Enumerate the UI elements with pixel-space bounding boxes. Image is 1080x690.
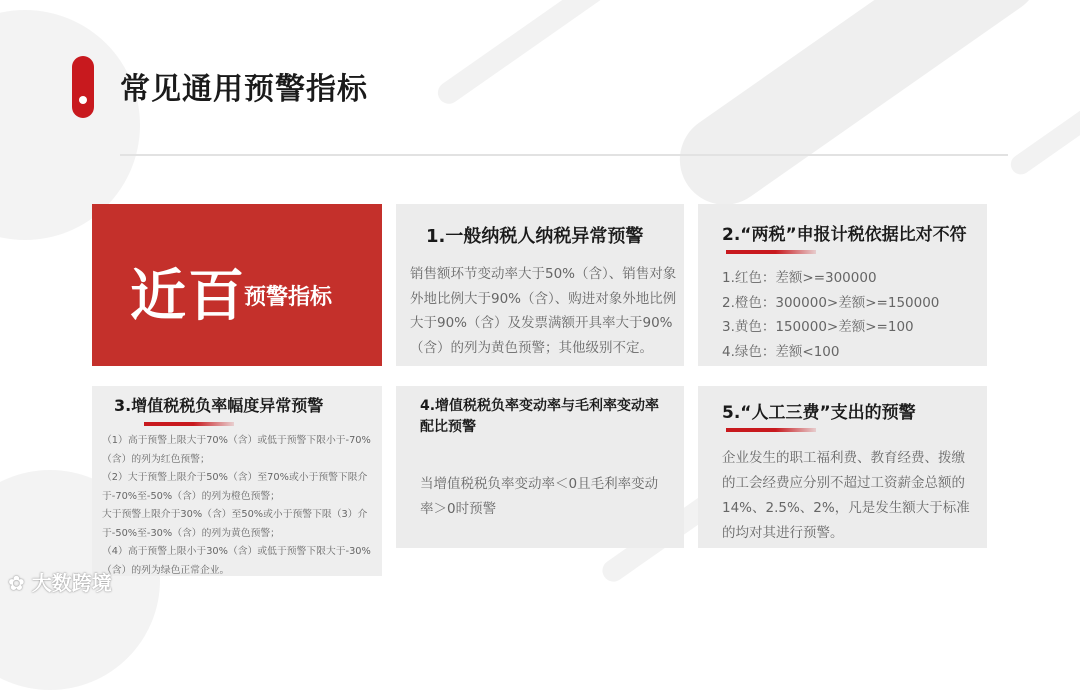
feature-panel — [92, 204, 382, 366]
card-vat-gross-margin — [396, 386, 684, 548]
list-item: 3.黄色：150000>差额>=100 — [722, 319, 914, 335]
card-heading: 4.增值税税负率变动率与毛利率变动率配比预警 — [420, 398, 660, 435]
card-body: （1）高于预警上限大于70%（含）或低于预警下限小于-70%（含）的列为红色预警； （2）大于预警上限介于50%（含）至70%或小于预警下限介于-70%至-50%（含）的列为橙色预警； 大于预警上限介于30%（含）至50%或小于预警下限（3）介于-50%至-30%（含）的列为黄色预警； （4）高于预警上限小于30%（含）或低于预警下限大于-30%（含）的列为绿色正常企业。 — [102, 435, 371, 576]
card-body — [722, 266, 939, 364]
list-item: 4.绿色：差额<100 — [722, 343, 840, 360]
heading-accent-bar — [726, 250, 816, 254]
title-marker-icon — [72, 56, 94, 118]
card-labor-costs — [698, 386, 987, 548]
card-vat-burden — [92, 386, 382, 576]
list-item: 2.橙色：300000>差额>=150000 — [722, 294, 940, 311]
card-body: 当增值税税负率变动率＜0且毛利率变动率＞0时预警 — [420, 476, 659, 517]
feature-small-text: 预警指标 — [244, 285, 333, 310]
watermark — [8, 567, 112, 596]
card-two-tax-mismatch — [698, 204, 987, 366]
card-heading: 1.一般纳税人纳税异常预警 — [426, 226, 644, 247]
heading-accent-bar — [726, 428, 816, 432]
feature-big-text: 近百 — [130, 264, 246, 329]
decor-pill-small — [434, 0, 627, 108]
watermark-logo-icon: ✿ — [8, 571, 32, 595]
decor-pill-large — [662, 0, 1058, 222]
card-body: 销售额环节变动率大于50%（含）、销售对象外地比例大于90%（含）、购进对象外地比例大于90%（含）及发票满额开具率大于90%（含）的列为黄色预警；其他级别不定。 — [410, 266, 677, 356]
list-item: 1.红色：差额>=300000 — [722, 270, 877, 286]
card-body: 企业发生的职工福利费、教育经费、拨缴的工会经费应分别不超过工资薪金总额的14%、2.5%、2%，凡是发生额大于标准的均对其进行预警。 — [722, 450, 970, 541]
decor-pill-right — [1007, 82, 1080, 179]
watermark-text: 大数跨境 — [31, 571, 112, 595]
card-heading: 2.“两税”申报计税依据比对不符 — [722, 225, 967, 245]
card-heading: 5.“人工三费”支出的预警 — [722, 403, 916, 423]
heading-accent-bar — [144, 422, 234, 426]
card-heading: 3.增值税税负率幅度异常预警 — [114, 396, 324, 415]
card-general-taxpayer — [396, 204, 684, 366]
page-title: 常见通用预警指标 — [120, 72, 368, 107]
title-divider — [120, 154, 1008, 156]
